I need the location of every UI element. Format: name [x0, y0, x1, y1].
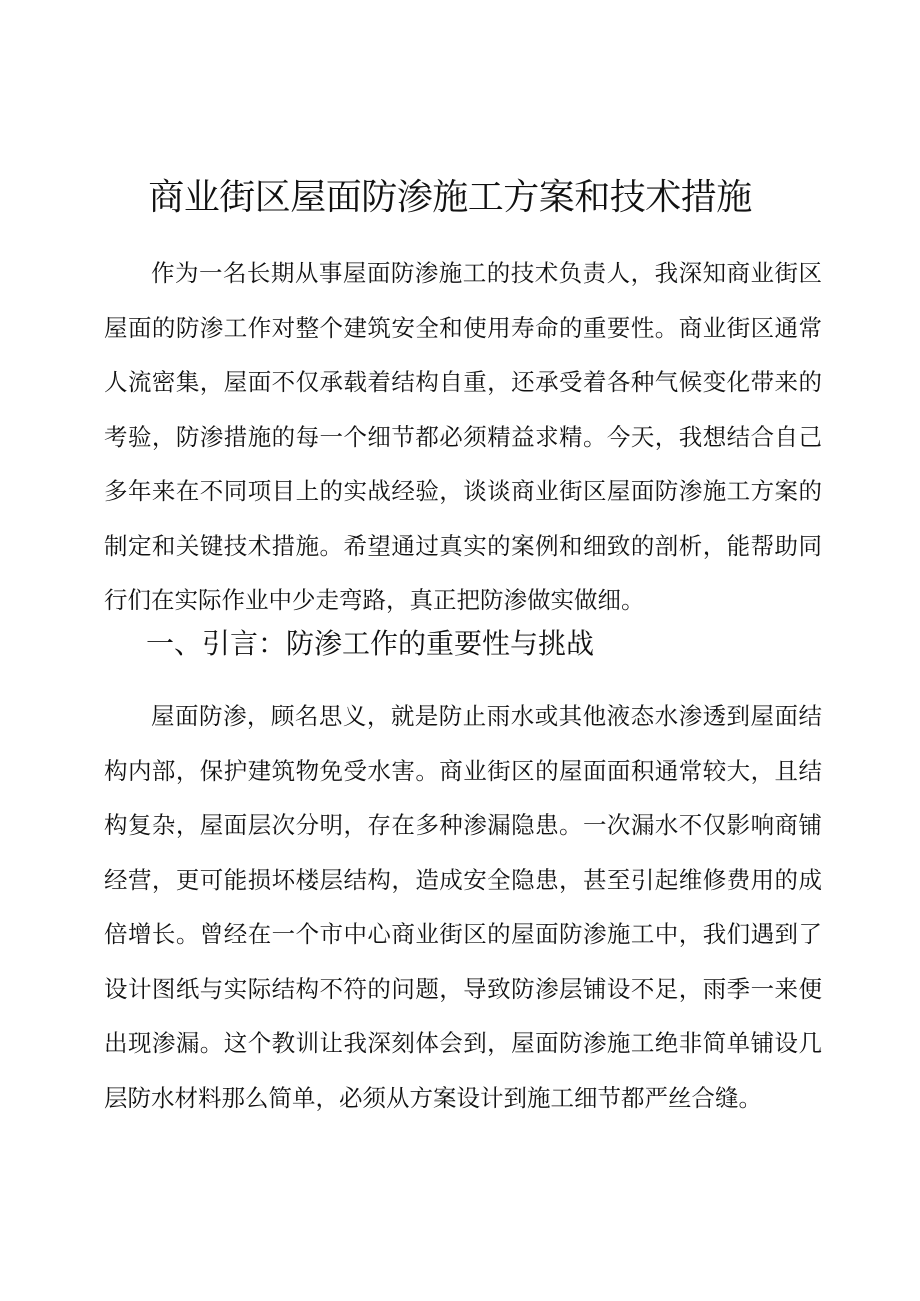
section-paragraph: 屋面防渗，顾名思义，就是防止雨水或其他液态水渗透到屋面结构内部，保护建筑物免受水害。商业街区的屋面面积通常较大，且结构复杂，屋面层次分明，存在多种渗漏隐患。一次漏水不仅影响商铺经营，更可能损坏楼层结构，造成安全隐患，甚至引起维修费用的成倍增长。曾经在一个市中心商业街区的屋面防渗施工中，我们遇到了设计图纸与实际结构不符的问题，导致防渗层铺设不足，雨季一来便出现渗漏。这个教训让我深刻体会到，屋面防渗施工绝非简单铺设几层防水材料那么简单，必须从方案设计到施工细节都严丝合缝。 [104, 702, 822, 1112]
document-title: 商业街区屋面防渗施工方案和技术措施 [148, 177, 752, 218]
section-heading: 一、引言：防渗工作的重要性与挑战 [146, 627, 595, 660]
intro-paragraph: 作为一名长期从事屋面防渗施工的技术负责人，我深知商业街区屋面的防渗工作对整个建筑安全和使用寿命的重要性。商业街区通常人流密集，屋面不仅承载着结构自重，还承受着各种气候变化带来的考验，防渗措施的每一个细节都必须精益求精。今天，我想结合自己多年来在不同项目上的实战经验，谈谈商业街区屋面防渗施工方案的制定和关键技术措施。希望通过真实的案例和细致的剖析，能帮助同行们在实际作业中少走弯路，真正把防渗做实做细。 [104, 259, 822, 614]
